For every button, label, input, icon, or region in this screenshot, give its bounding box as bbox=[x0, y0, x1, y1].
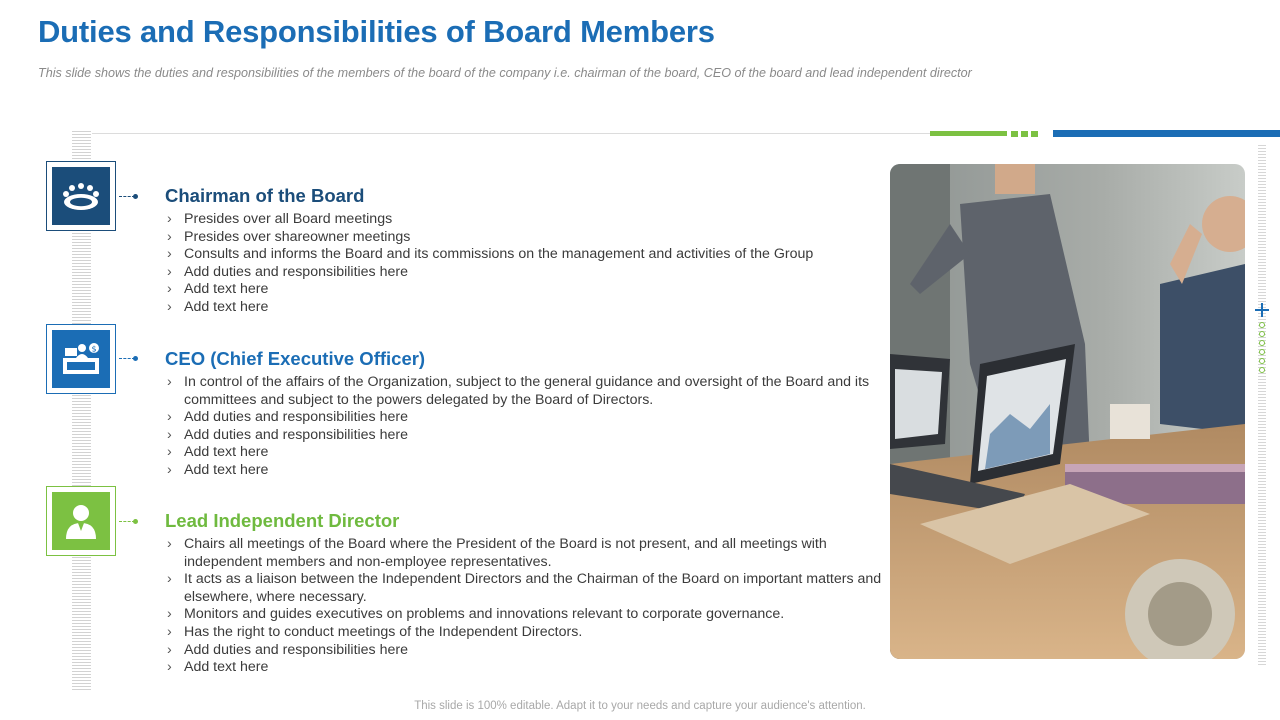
list-item: › Monitors and guides executives on problems and innovations relevant to corporate governance. bbox=[165, 606, 883, 624]
list-item: › Presides over shareowner meetings bbox=[165, 229, 885, 247]
list-item: › Add duties and responsibilities here bbox=[165, 642, 883, 660]
ceo-heading: CEO (Chief Executive Officer) bbox=[165, 348, 426, 369]
director-section bbox=[165, 510, 883, 677]
chairman-section bbox=[165, 185, 885, 317]
director-heading: Lead Independent Director bbox=[165, 510, 400, 531]
list-item: › Chairs all meetings of the Board where the President of the Board is not present, and all meetings with independent members and non-employee representatives. bbox=[165, 536, 883, 571]
slide-subtitle: This slide shows the duties and responsibilities of the members of the board of the company i.e. chairman of the board, CEO of the board and lead independent director bbox=[38, 66, 972, 80]
list-item: › Add duties and responsibilities here bbox=[165, 264, 885, 282]
director-icon-frame bbox=[46, 486, 116, 556]
ceo-icon-frame bbox=[46, 324, 116, 394]
chairman-bullet-dot bbox=[133, 194, 138, 199]
list-item: › Add text here bbox=[165, 462, 885, 480]
accent-dots-green bbox=[1011, 131, 1038, 137]
chairman-duties-list bbox=[165, 211, 885, 317]
slide-footer: This slide is 100% editable. Adapt it to your needs and capture your audience's attention. bbox=[414, 700, 866, 712]
chairman-icon-frame bbox=[46, 161, 116, 231]
list-item: › Add text here bbox=[165, 299, 885, 317]
accent-bar-blue bbox=[1053, 130, 1280, 137]
list-item: › Consults and informs the Board and its commissions on the management and activities of the Group bbox=[165, 246, 885, 264]
header-divider bbox=[92, 133, 932, 134]
ceo-section bbox=[165, 348, 885, 480]
list-item: › Add text here bbox=[165, 659, 883, 677]
list-item: › Presides over all Board meetings bbox=[165, 211, 885, 229]
accent-bar-green bbox=[930, 131, 1007, 136]
ring-dots-decoration bbox=[1259, 322, 1265, 373]
list-item: › Add duties and responsibilities here bbox=[165, 409, 885, 427]
boardroom-meeting-icon bbox=[52, 167, 110, 225]
plus-icon bbox=[1255, 303, 1269, 317]
executive-desk-icon bbox=[52, 330, 110, 388]
right-decorative-rail bbox=[1258, 145, 1266, 665]
director-duties-list bbox=[165, 536, 883, 677]
meeting-photo bbox=[890, 164, 1245, 659]
director-person-icon bbox=[52, 492, 110, 550]
list-item: › In control of the affairs of the Organization, subject to the general guidance and oversight of the Board and its committees and subject to the powers delegated by the Board of Directors. bbox=[165, 374, 885, 409]
list-item: › Add text here bbox=[165, 444, 885, 462]
ceo-bullet-dot bbox=[133, 356, 138, 361]
slide-title: Duties and Responsibilities of Board Members bbox=[38, 14, 715, 49]
svg-text:$: $ bbox=[91, 344, 97, 354]
list-item: › Has the right to conduct meetings of the Independent Directors. bbox=[165, 624, 883, 642]
director-bullet-dot bbox=[133, 519, 138, 524]
chairman-heading: Chairman of the Board bbox=[165, 185, 365, 206]
list-item: › It acts as a liaison between the Independent Directors and the Chairman of the Board on important matters and elsewhere, where necessary. bbox=[165, 571, 883, 606]
list-item: › Add text here bbox=[165, 281, 885, 299]
list-item: › Add duties and responsibilities here bbox=[165, 427, 885, 445]
ceo-duties-list bbox=[165, 374, 885, 480]
